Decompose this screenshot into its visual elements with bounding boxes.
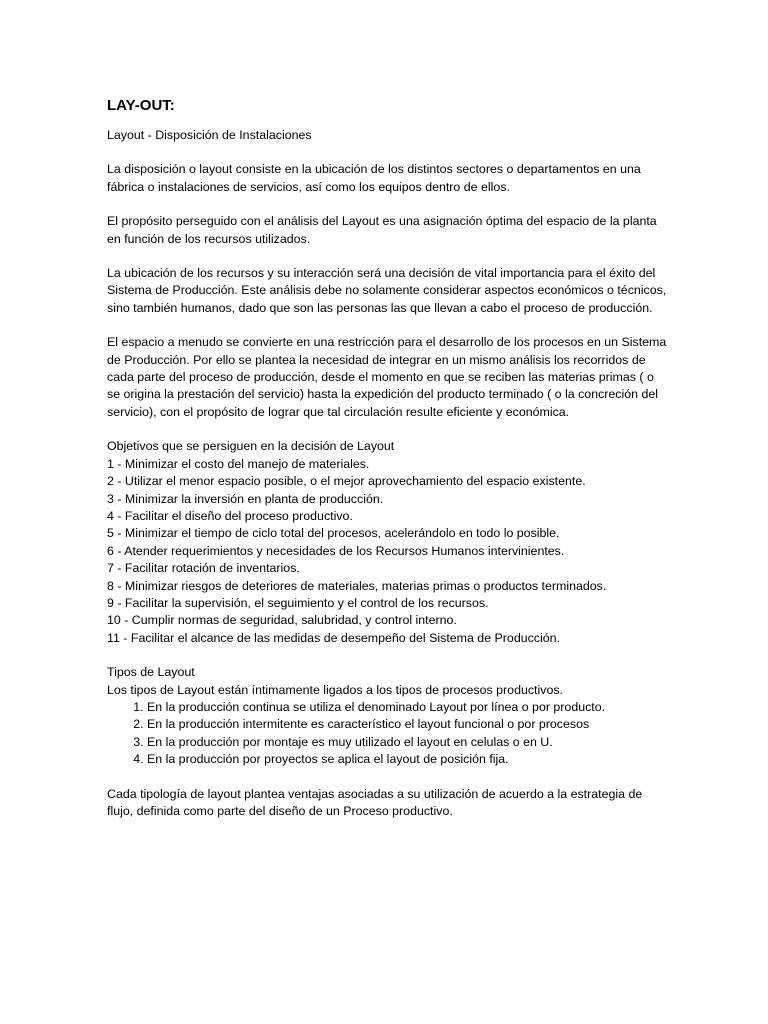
subtitle: Layout - Disposición de Instalaciones	[107, 128, 312, 142]
list-item: 7 - Facilitar rotación de inventarios.	[107, 561, 300, 576]
list-item: 9 - Facilitar la supervisión, el seguimiento y el control de los recursos.	[107, 595, 489, 610]
closing-paragraph: Cada tipología de layout plantea ventajas asociadas a su utilización de acuerdo a la estrategia de flujo, definida como parte del diseño de un Proceso productivo.	[107, 786, 643, 818]
list-item: 4 - Facilitar el diseño del proceso productivo.	[107, 508, 353, 523]
list-item: 1 - Minimizar el costo del manejo de materiales.	[107, 456, 370, 471]
list-item: 2 - Utilizar el menor espacio posible, o el mejor aprovechamiento del espacio existente.	[107, 474, 586, 489]
tipos-intro: Los tipos de Layout están íntimamente ligados a los tipos de procesos productivos.	[107, 682, 563, 697]
list-item: 11 - Facilitar el alcance de las medidas de desempeño del Sistema de Producción.	[107, 630, 560, 645]
list-item: 2. En la producción intermitente es característico el layout funcional o por procesos	[147, 716, 668, 733]
tipos-list	[107, 699, 668, 769]
list-item: 4. En la producción por proyectos se aplica el layout de posición fija.	[147, 751, 668, 768]
list-item: 3. En la producción por montaje es muy utilizado el layout en celulas o en U.	[147, 734, 668, 751]
paragraph-2: El propósito perseguido con el análisis del Layout es una asignación óptima del espacio de la planta en función de los recursos utilizados.	[107, 214, 657, 246]
objetivos-heading: Objetivos que se persiguen en la decisión de Layout	[107, 439, 395, 454]
list-item: 8 - Minimizar riesgos de deteriores de materiales, materias primas o productos terminados.	[107, 578, 607, 593]
list-item: 3 - Minimizar la inversión en planta de producción.	[107, 491, 384, 506]
list-item: 10 - Cumplir normas de seguridad, salubridad, y control interno.	[107, 613, 457, 628]
list-item: 5 - Minimizar el tiempo de ciclo total del procesos, acelerándolo en todo lo posible.	[107, 526, 560, 541]
list-item: 6 - Atender requerimientos y necesidades de los Recursos Humanos intervinientes.	[107, 543, 565, 558]
paragraph-4: El espacio a menudo se convierte en una restricción para el desarrollo de los procesos en un Sistema de Producción. Por ello se plantea la necesidad de integrar en un mismo análisis los recorridos de cada parte del proceso de producción, desde el momento en que se reciben las materias primas ( o se origina la prestación del servicio) hasta la expedición del producto terminado ( o la concreción del servicio), con el propósito de lograr que tal circulación resulte eficiente y económica.	[107, 335, 667, 419]
paragraph-1: La disposición o layout consiste en la ubicación de los distintos sectores o departamentos en una fábrica o instalaciones de servicios, así como los equipos dentro de ellos.	[107, 162, 641, 194]
page-title: LAY-OUT:	[107, 97, 175, 114]
objetivos-list	[107, 456, 668, 647]
list-item: 1. En la producción continua se utiliza el denominado Layout por línea o por producto.	[147, 699, 668, 716]
paragraph-3: La ubicación de los recursos y su interacción será una decisión de vital importancia para el éxito del Sistema de Producción. Este análisis debe no solamente considerar aspectos económicos o técnicos, sino también humanos, dado que son las personas las que llevan a cabo el proceso de producción.	[107, 266, 667, 315]
tipos-heading: Tipos de Layout	[107, 665, 195, 680]
